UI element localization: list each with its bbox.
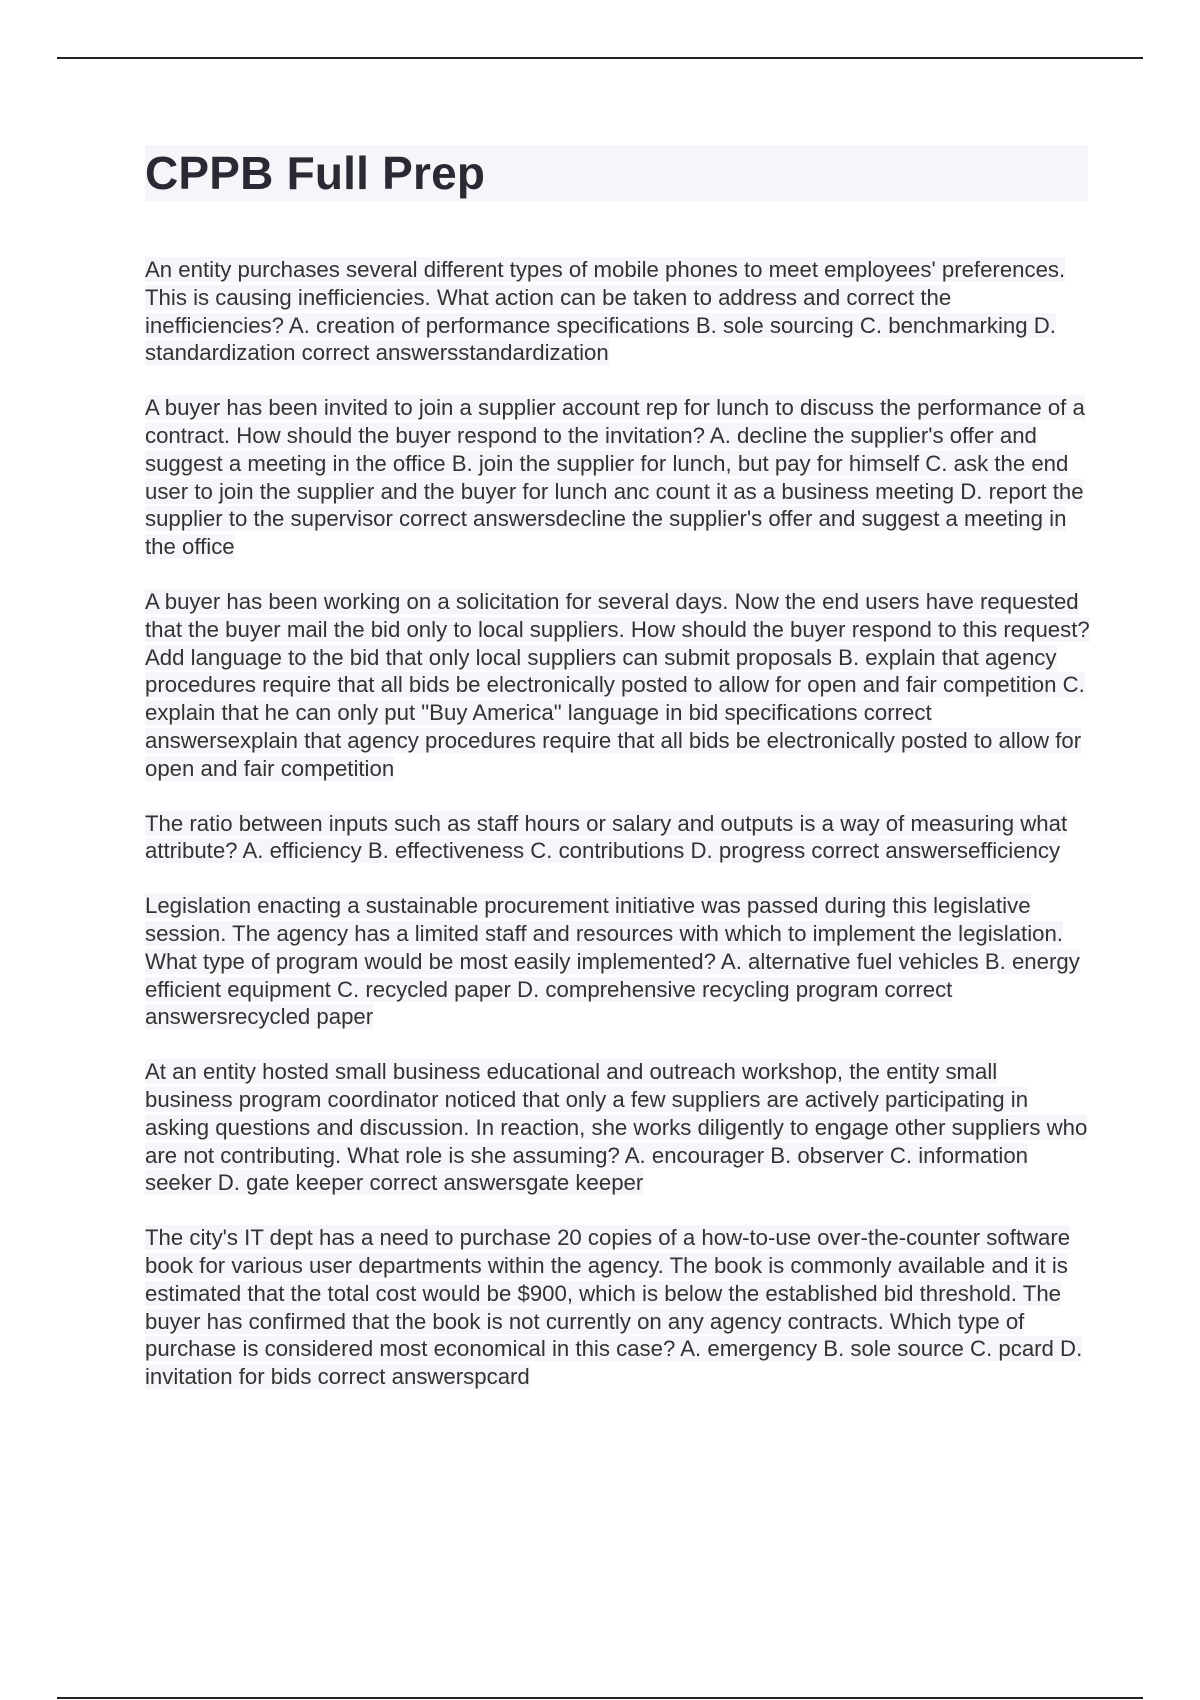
page-title: CPPB Full Prep bbox=[145, 147, 486, 199]
qa-item bbox=[145, 1224, 1090, 1391]
question-text: An entity purchases several different types of mobile phones to meet employees' preferences. This is causing inefficiencies. What action can be taken to address and correct the inefficiencies? A. creation of performance specifications B. sole sourcing C. benchmarking D. standardization bbox=[145, 257, 1066, 366]
answer-separator: correct answers bbox=[392, 506, 556, 532]
question-text: The ratio between inputs such as staff hours or salary and outputs is a way of measuring what attribute? A. efficiency B. effectiveness C. contributions D. progress bbox=[145, 810, 1068, 864]
qa-list bbox=[145, 256, 1090, 1418]
qa-item bbox=[145, 1058, 1090, 1197]
bottom-rule bbox=[57, 1697, 1143, 1699]
answer-text: standardization bbox=[458, 340, 609, 366]
answer-separator: correct answers bbox=[295, 340, 459, 366]
question-text: Legislation enacting a sustainable procurement initiative was passed during this legislative session. The agency has a limited staff and resources with which to implement the legislation. What type of program would be most easily implemented? A. alternative fuel vehicles B. energy efficient equipment C. recycled paper D. comprehensive recycling program bbox=[145, 893, 1080, 1002]
answer-text: explain that agency procedures require that all bids be electronically posted to allow for open and fair competition bbox=[145, 727, 1082, 781]
answer-separator: correct answers bbox=[145, 976, 953, 1030]
answer-text: decline the supplier's offer and suggest a meeting in the office bbox=[145, 506, 1067, 560]
qa-item bbox=[145, 810, 1090, 866]
qa-item bbox=[145, 892, 1090, 1031]
question-text: At an entity hosted small business educational and outreach workshop, the entity small business program coordinator noticed that only a few suppliers are actively participating in asking questions and discussion. In reaction, she works diligently to engage other suppliers who are not contributing. What role is she assuming? A. encourager B. observer C. information seeker D. gate keeper bbox=[145, 1059, 1088, 1196]
answer-separator: correct answers bbox=[805, 838, 968, 864]
answer-separator: correct answers bbox=[145, 700, 932, 753]
question-text: A buyer has been invited to join a supplier account rep for lunch to discuss the performance of a contract. How should the buyer respond to the invitation? A. decline the supplier's offer and suggest a meeting in the office B. join the supplier for lunch, but pay for himself C. ask the end user to join the supplier and the buyer for lunch anc count it as a business meeting D. report the supplier to the supervisor bbox=[145, 395, 1085, 532]
qa-item bbox=[145, 394, 1090, 561]
answer-text: recycled paper bbox=[227, 1004, 374, 1030]
top-rule bbox=[57, 57, 1143, 59]
qa-item bbox=[145, 256, 1090, 367]
answer-text: efficiency bbox=[967, 838, 1061, 864]
answer-text: pcard bbox=[474, 1364, 530, 1390]
answer-separator: correct answers bbox=[311, 1364, 475, 1390]
answer-text: gate keeper bbox=[526, 1170, 644, 1196]
question-text: A buyer has been working on a solicitation for several days. Now the end users have requested that the buyer mail the bid only to local suppliers. How should the buyer respond to this request? Add language to the bid that only local suppliers can submit proposals B. explain that agency procedures require that all bids be electronically posted to allow for open and fair competition C. explain that he can only put "Buy America" language in bid specifications bbox=[145, 588, 1090, 726]
qa-item bbox=[145, 588, 1090, 783]
question-text: The city's IT dept has a need to purchase 20 copies of a how-to-use over-the-counter software book for various user departments within the agency. The book is commonly available and it is estimated that the total cost would be $900, which is below the established bid threshold. The buyer has confirmed that the book is not currently on any agency contracts. Which type of purchase is considered most economical in this case? A. emergency B. sole source C. pcard D. invitation for bids bbox=[145, 1225, 1083, 1390]
answer-separator: correct answers bbox=[363, 1170, 527, 1196]
